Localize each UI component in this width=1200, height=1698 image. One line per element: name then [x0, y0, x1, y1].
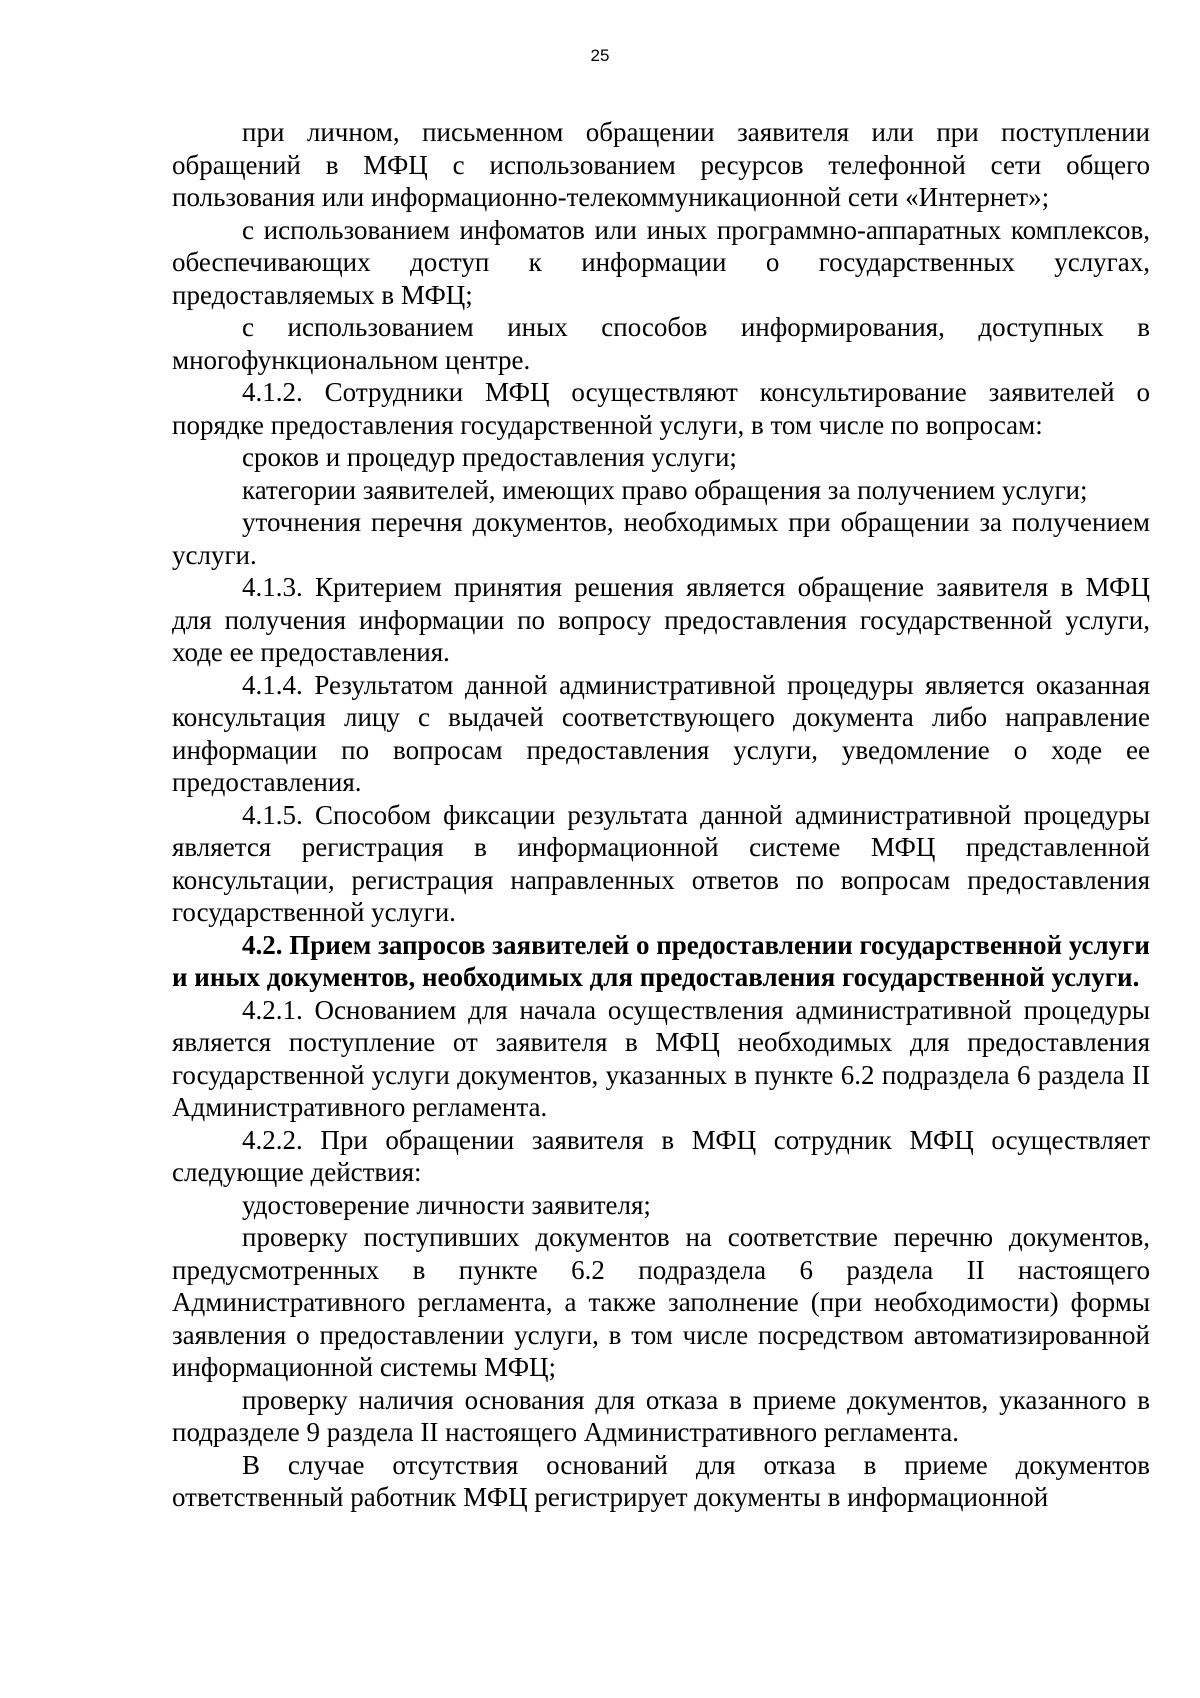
paragraph: с использованием инфоматов или иных программно-аппаратных комплексов, обеспечивающих доступ к информации о государственных услугах, предоставляемых в МФЦ; — [172, 214, 1150, 310]
paragraph: 4.1.3. Критерием принятия решения является обращение заявителя в МФЦ для получения информации по вопросу предоставления государственной услуги, ходе ее предоставления. — [172, 572, 1150, 667]
paragraph: сроков и процедур предоставления услуги; — [242, 442, 737, 472]
paragraph: 4.1.5. Способом фиксации результата данной административной процедуры является регистрация в информационной системе МФЦ представленной консультации, регистрация направленных ответов по вопросам предоставления государственной услуги. — [172, 799, 1150, 927]
paragraph: 4.2.1. Основанием для начала осуществления административной процедуры является поступление от заявителя в МФЦ необходимых для предоставления государственной услуги документов, указанных в пункте 6.2 подраздела 6 раздела II Административного регламента. — [172, 994, 1150, 1122]
paragraph: проверку наличия основания для отказа в приеме документов, указанного в подразделе 9 раздела II настоящего Административного регламента. — [172, 1384, 1150, 1447]
paragraph: при личном, письменном обращении заявителя или при поступлении обращений в МФЦ с использованием ресурсов телефонной сети общего пользования или информационно-телекоммуникационной сети «Интернет»; — [172, 117, 1150, 212]
paragraph: В случае отсутствия оснований для отказа в приеме документов ответственный работник МФЦ регистрирует документы в информационной — [172, 1449, 1150, 1512]
paragraph: удостоверение личности заявителя; — [242, 1189, 651, 1220]
document-body — [172, 116, 1150, 1514]
paragraph: 4.1.4. Результатом данной административной процедуры является оказанная консультация лицу с выдачей соответствующего документа либо направление информации по вопросам предоставления услуги, уведомление о ходе ее предоставления. — [172, 669, 1150, 797]
section-heading: 4.2. Прием запросов заявителей о предоставлении государственной услуги и иных документов, необходимых для предоставления государственной услуги. — [172, 929, 1150, 992]
paragraph: 4.1.2. Сотрудники МФЦ осуществляют консультирование заявителей о порядке предоставления государственной услуги, в том числе по вопросам: — [172, 377, 1150, 440]
paragraph: уточнения перечня документов, необходимых при обращении за получением услуги. — [172, 507, 1150, 570]
paragraph: 4.2.2. При обращении заявителя в МФЦ сотрудник МФЦ осуществляет следующие действия: — [172, 1124, 1150, 1187]
paragraph: категории заявителей, имеющих право обращения за получением услуги; — [242, 474, 1088, 505]
paragraph: проверку поступивших документов на соответствие перечню документов, предусмотренных в пункте 6.2 подраздела 6 раздела II настоящего Административного регламента, а также заполнение (при необходимости) формы заявления о предоставлении услуги, в том числе посредством автоматизированной информационной системы МФЦ; — [172, 1222, 1150, 1382]
page-number: 25 — [590, 46, 610, 65]
paragraph: с использованием иных способов информирования, доступных в многофункциональном центре. — [172, 312, 1150, 375]
